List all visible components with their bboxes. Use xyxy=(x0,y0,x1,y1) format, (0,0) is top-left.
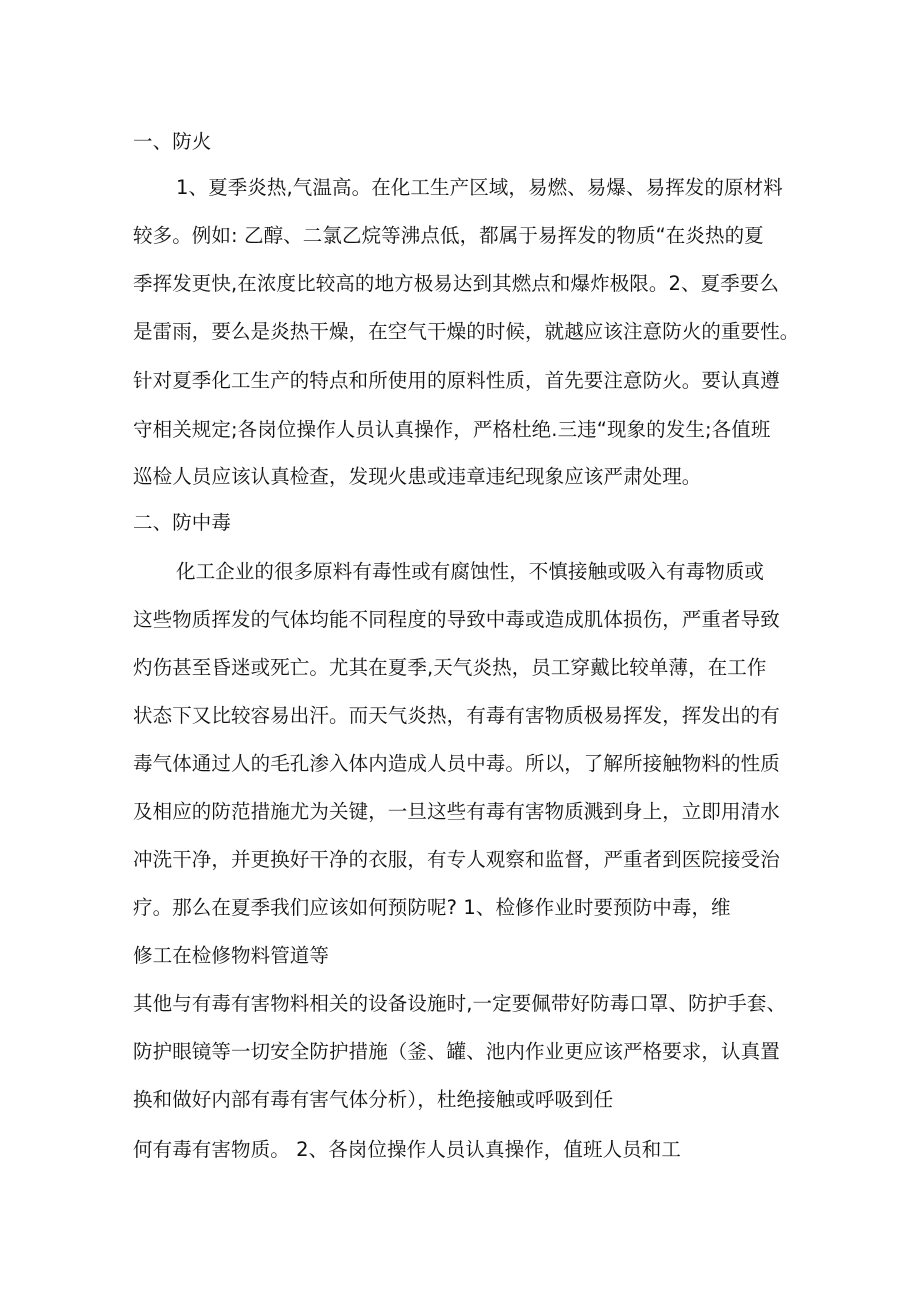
heading-fire-prevention: 一、防火 xyxy=(133,130,212,153)
paragraph-line: 何有毒有害物质。 2、各岗位操作人员认真操作，值班人员和工 xyxy=(133,1138,682,1161)
paragraph-line: 巡检人员应该认真检查，发现火患或违章违纪现象应该严肃处理。 xyxy=(133,465,702,488)
paragraph-line: 疗。那么在夏季我们应该如何预防呢? 1、检修作业时要预防中毒，维 xyxy=(133,896,731,919)
paragraph-line: 季挥发更快,在浓度比较高的地方极易达到其燃点和爆炸极限。2、夏季要么 xyxy=(133,272,780,295)
paragraph-line: 修工在检修物料管道等 xyxy=(133,944,330,967)
paragraph-line: 毒气体通过人的毛孔渗入体内造成人员中毒。所以，了解所接触物料的性质 xyxy=(133,752,780,775)
paragraph-line: 状态下又比较容易出汗。而天气炎热，有毒有害物质极易挥发，挥发出的有 xyxy=(133,704,780,727)
paragraph-line: 冲洗干净，并更换好干净的衣服，有专人观察和监督，严重者到医院接受治 xyxy=(133,848,780,871)
paragraph-line: 守相关规定;各岗位操作人员认真操作，严格杜绝.三违“现象的发生;各值班 xyxy=(133,418,771,441)
paragraph-line: 及相应的防范措施尤为关键，一旦这些有毒有害物质溅到身上，立即用清水 xyxy=(133,800,780,823)
paragraph-line: 1、夏季炎热,气温高。在化工生产区域，易燃、易爆、易挥发的原材料 xyxy=(176,176,783,199)
paragraph-line: 防护眼镜等一切安全防护措施（釜、罐、池内作业更应该严格要求，认真置 xyxy=(133,1040,780,1063)
paragraph-line: 是雷雨，要么是炎热干燥，在空气干燥的时候，就越应该注意防火的重要性。 xyxy=(133,320,800,343)
paragraph-line: 较多。例如: 乙醇、二氯乙烷等沸点低，都属于易挥发的物质“在炎热的夏 xyxy=(133,224,764,247)
paragraph-line: 换和做好内部有毒有害气体分析），杜绝接触或呼吸到任 xyxy=(133,1088,614,1111)
paragraph-line: 化工企业的很多原料有毒性或有腐蚀性，不慎接触或吸入有毒物质或 xyxy=(176,560,765,583)
paragraph-line: 这些物质挥发的气体均能不同程度的导致中毒或造成肌体损伤，严重者导致 xyxy=(133,608,780,631)
paragraph-line: 针对夏季化工生产的特点和所使用的原料性质，首先要注意防火。要认真遵 xyxy=(133,369,780,392)
paragraph-line: 其他与有毒有害物料相关的设备设施时,一定要佩带好防毒口罩、防护手套、 xyxy=(133,992,787,1015)
heading-poison-prevention: 二、防中毒 xyxy=(133,511,232,534)
paragraph-line: 灼伤甚至昏迷或死亡。尤其在夏季,天气炎热，员工穿戴比较单薄，在工作 xyxy=(133,656,767,679)
